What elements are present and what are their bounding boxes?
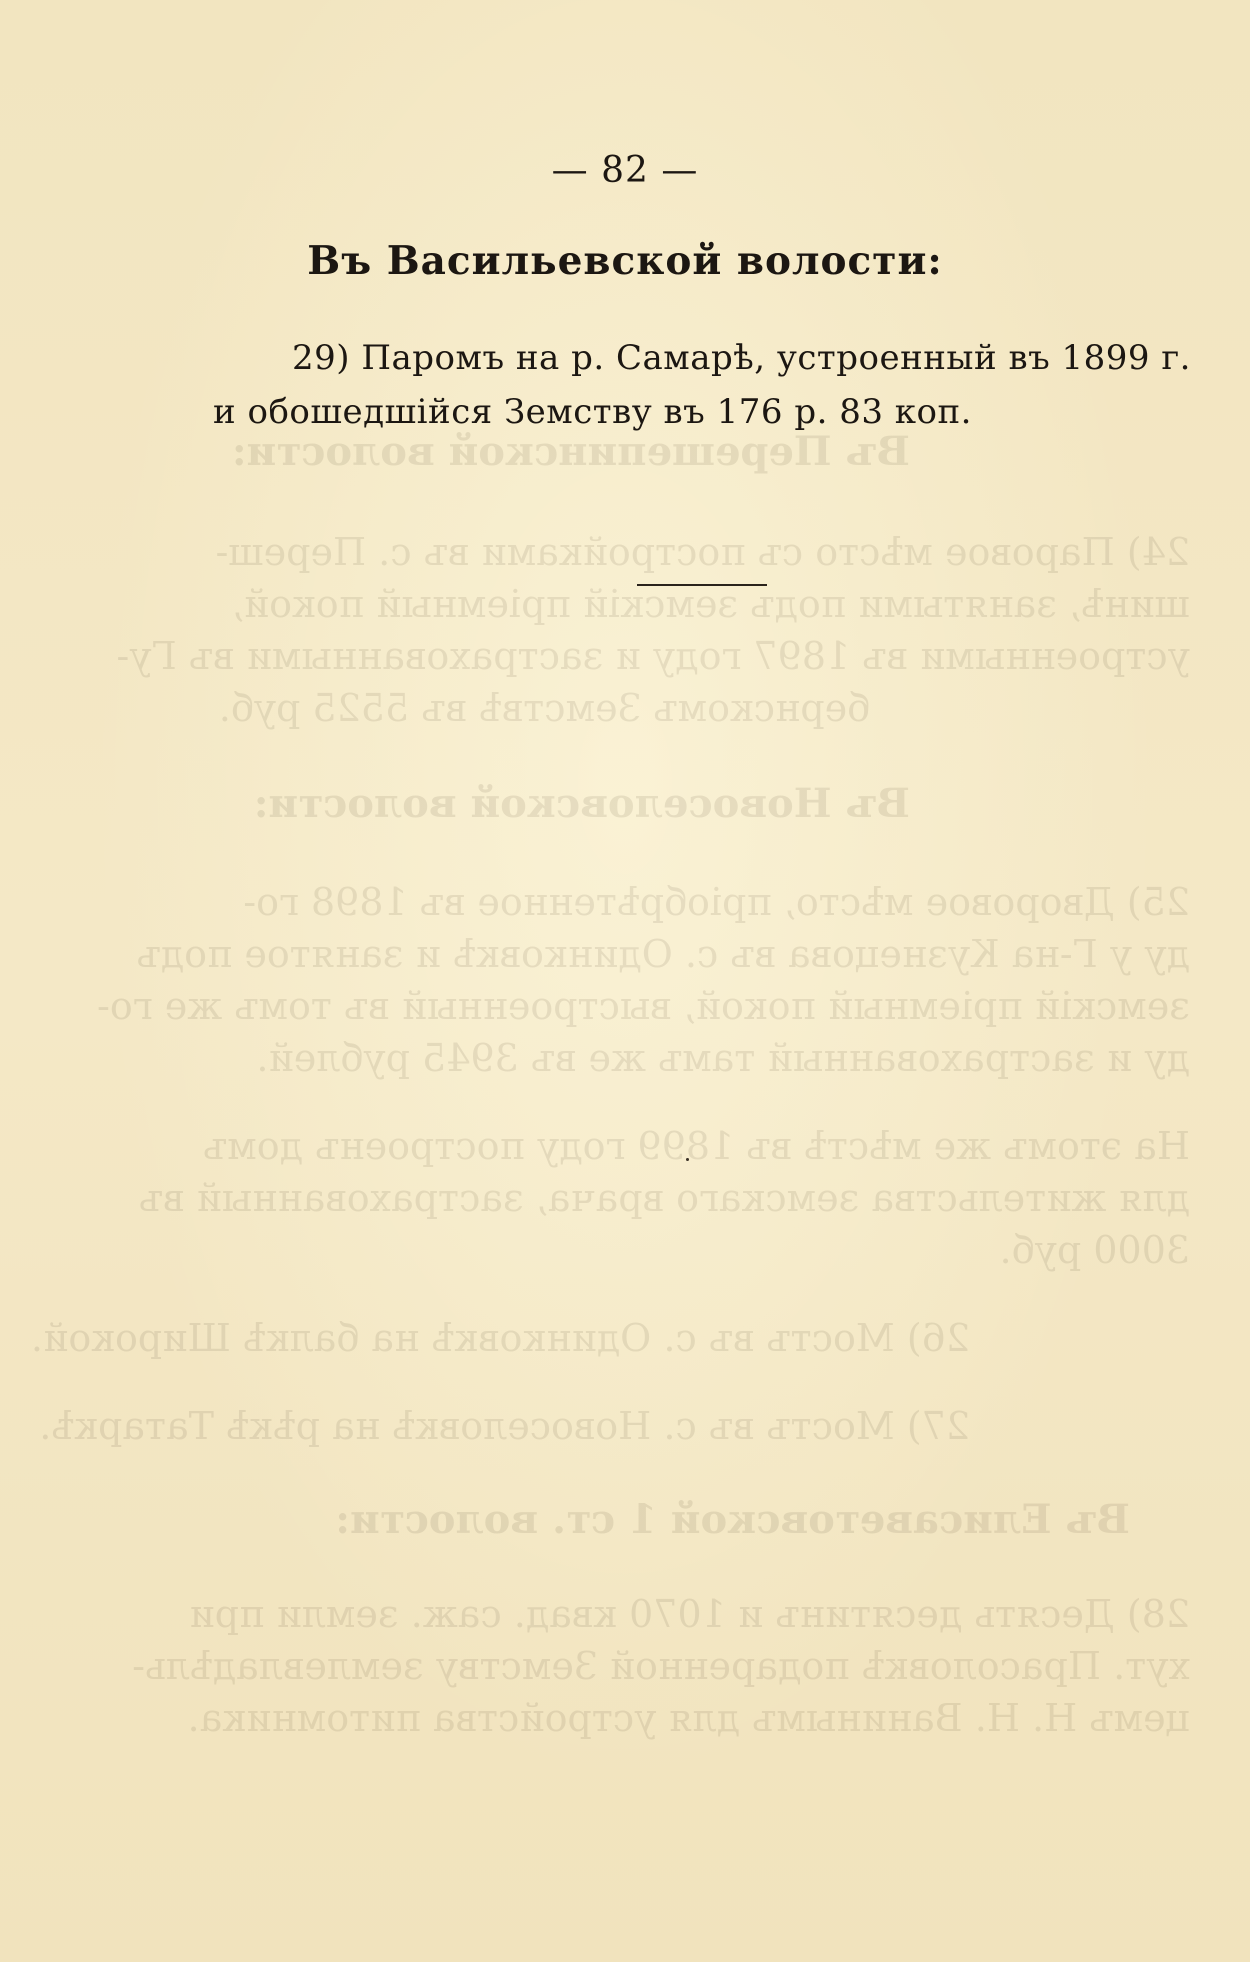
bleed-line: 25) Дворовое мѣсто, пріобрѣтенное въ 1898 го- (243, 880, 1190, 924)
bleed-line: 27) Мостъ въ с. Новоселовкѣ на рѣкѣ Татаркѣ. (39, 1404, 970, 1448)
bleed-line: устроенными въ 1897 году и застрахованными въ Гу- (116, 634, 1190, 678)
bleed-line: 3000 руб. (999, 1228, 1190, 1272)
bleed-line: На этомъ же мѣстѣ въ 1899 году построенъ домъ (202, 1124, 1190, 1168)
entry-text-line-2: и обошедшійся Земству въ 176 р. 83 коп. (213, 392, 972, 432)
section-divider (637, 584, 767, 586)
bleed-line: цемъ Н. Н. Ванинымъ для устройства питомника. (187, 1696, 1190, 1740)
bleed-line: 28) Десять десятинъ и 1070 квад. саж. земли при (189, 1592, 1190, 1636)
bleed-line: шинѣ, занятыми подъ земскій пріемный покой, (231, 582, 1190, 626)
bleed-line: 26) Мостъ въ с. Одинковкѣ на балкѣ Широкой. (30, 1316, 970, 1360)
bleed-heading: Въ Новоселовской волости: (253, 780, 910, 827)
section-heading: Въ Васильевской волости: (307, 238, 943, 284)
bleed-line: бернскомъ Земствѣ въ 5525 руб. (218, 686, 870, 730)
bleed-heading: Въ Елисаветовской 1 ст. волости: (335, 1496, 1130, 1543)
entry-text-line-1: 29) Паромъ на р. Самарѣ, устроенный въ 1899 г. (292, 338, 1191, 378)
bleed-line: земскій пріемный покой, выстроенный въ томъ же го- (97, 984, 1190, 1028)
bleed-line: ду у Г-на Кузнецова въ с. Одинковкѣ и занятое подъ (136, 932, 1190, 976)
page-number: — 82 — (551, 150, 699, 191)
bleed-heading: Въ Перешепинской волости: (231, 428, 910, 475)
ink-speck (686, 1158, 689, 1161)
bleed-line: 24) Паровое мѣсто съ постройками въ с. Переш- (215, 530, 1190, 574)
bleed-line: для жительства земскаго врача, застрахованный въ (138, 1176, 1190, 1220)
bleed-line: хут. Прасоловкѣ подаренной Земству землевладѣль- (132, 1644, 1190, 1688)
bleed-line: ду и застрахованный тамъ же въ 3945 рублей. (256, 1036, 1190, 1080)
